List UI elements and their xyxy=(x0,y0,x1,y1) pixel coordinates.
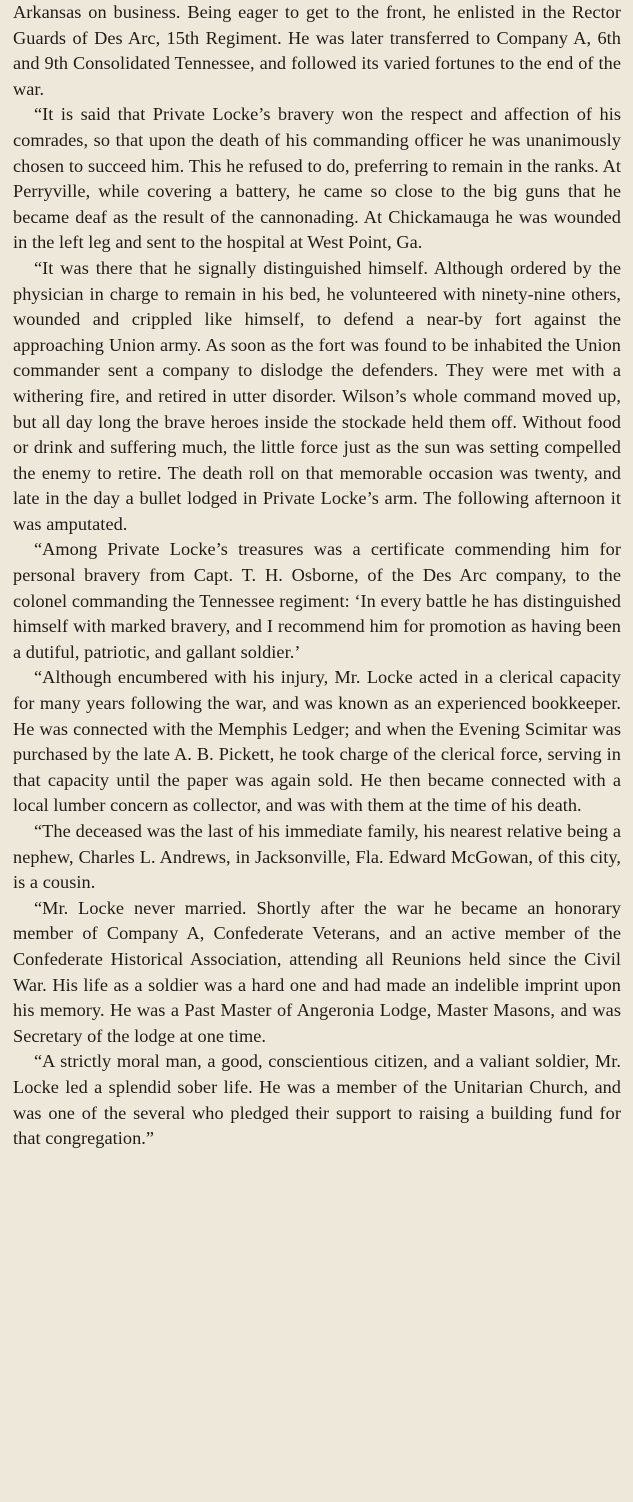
paragraph-associations: “Mr. Locke never married. Shortly after the war he became an honorary member of Company A, Confederate Veterans, and an active member of the Confederate Historical Association, attending all Reunions held since the Civil War. His life as a soldier was a hard one and had made an indelible imprint upon his memory. He was a Past Master of Angeronia Lodge, Master Masons, and was Secretary of the lodge at one time. xyxy=(13,897,621,1046)
paragraph-character: “A strictly moral man, a good, conscientious citizen, and a valiant soldier, Mr. Locke led a splendid sober life. He was a member of the Unitarian Church, and was one of the several who pledged their support to raising a building fund for that congregation.” xyxy=(13,1051,621,1149)
paragraph-career: “Although encumbered with his injury, Mr. Locke acted in a clerical capacity for many years following the war, and was known as an experienced bookkeeper. He was connected with the Memphis Ledger; and when the Evening Scimitar was purchased by the late A. B. Pickett, he took charge of the clerical force, serving in that capacity until the paper was again sold. He then became connected with a local lumber concern as collector, and was with them at the time of his death. xyxy=(13,667,621,816)
paragraph-family: “The deceased was the last of his immediate family, his nearest relative being a nephew, Charles L. Andrews, in Jacksonville, Fla. Edward McGowan, of this city, is a cousin. xyxy=(13,821,621,893)
paragraph-enlistment: Arkansas on business. Being eager to get to the front, he enlisted in the Rector Guards of Des Arc, 15th Regiment. He was later transferred to Company A, 6th and 9th Consolidated Tennessee, and followed its varied fortunes to the end of the war. xyxy=(13,2,621,99)
paragraph-certificate: “Among Private Locke’s treasures was a certificate commending him for personal bravery from Capt. T. H. Osborne, of the Des Arc company, to the colonel commanding the Tennessee regiment: ‘In every battle he has distinguished himself with marked bravery, and I recommend him for promotion as having been a dutiful, patriotic, and gallant soldier.’ xyxy=(13,539,621,662)
paragraph-fort-defense: “It was there that he signally distinguished himself. Although ordered by the physician in charge to remain in his bed, he volunteered with ninety-nine others, wounded and crippled like himself, to defend a near-by fort against the approaching Union army. As soon as the fort was found to be inhabited the Union commander sent a company to dislodge the defenders. They were met with a withering fire, and retired in utter disorder. Wilson’s whole command moved up, but all day long the brave heroes inside the stockade held them off. Without food or drink and suffering much, the little force just as the sun was setting compelled the enemy to retire. The death roll on that memorable occasion was twenty, and late in the day a bullet lodged in Private Locke’s arm. The following afternoon it was amputated. xyxy=(13,257,621,534)
paragraph-bravery: “It is said that Private Locke’s bravery won the respect and affection of his comrades, so that upon the death of his commanding officer he was unanimously chosen to succeed him. This he refused to do, preferring to remain in the ranks. At Perryville, while covering a battery, he came so close to the big guns that he became deaf as the result of the cannonading. At Chickamauga he was wounded in the left leg and sent to the hospital at West Point, Ga. xyxy=(13,104,621,253)
